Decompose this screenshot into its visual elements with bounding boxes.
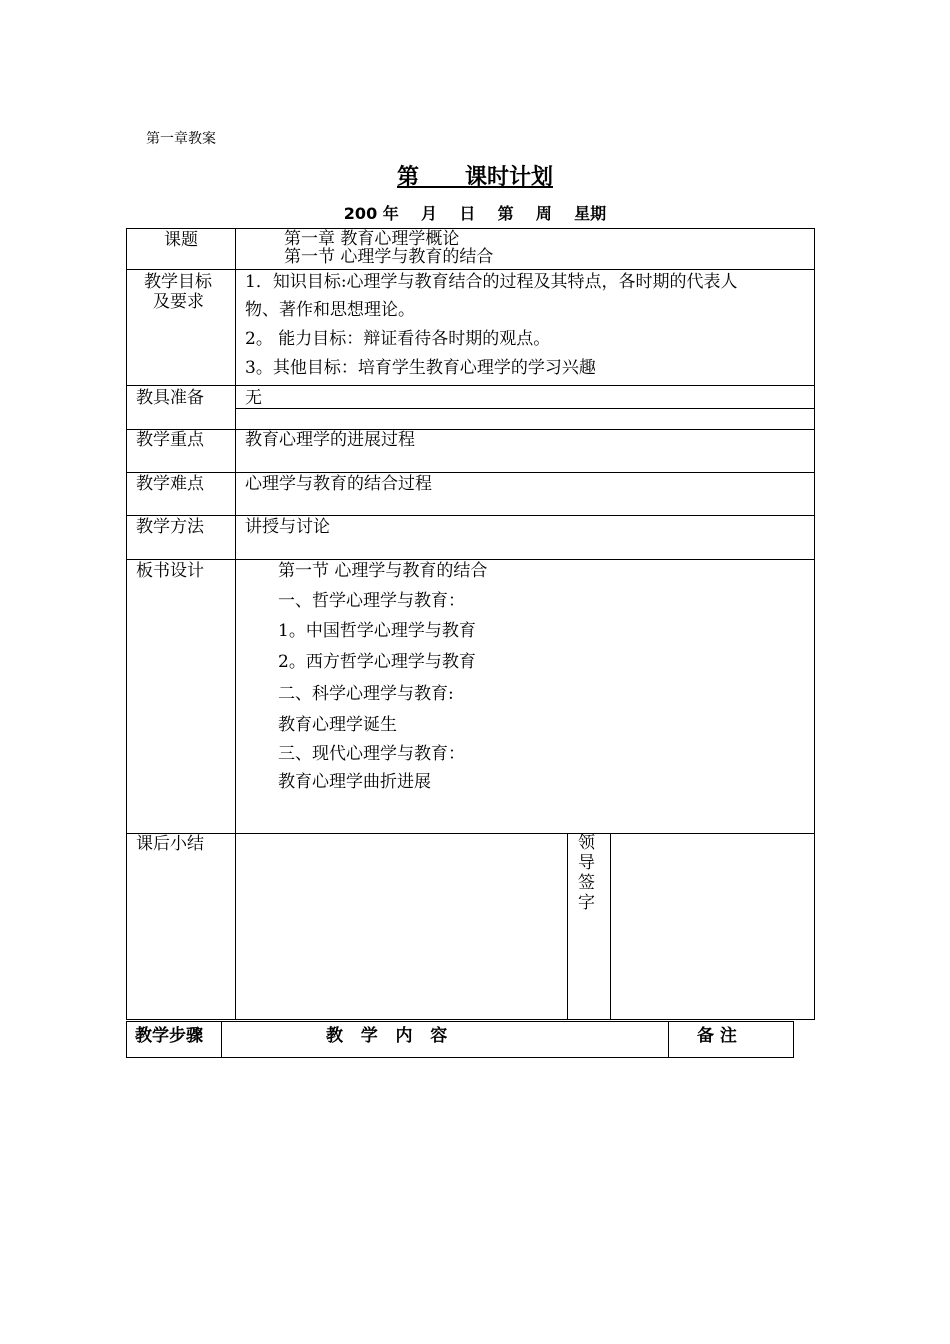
leader-sign-char-3: 签 [578,873,595,893]
page-title: 第 课时计划 [397,165,553,190]
board-line-7: 三、现代心理学与教育： [278,744,465,764]
board-design-label: 板书设计 [136,561,204,581]
content-header: 教 学 内 容 [326,1026,448,1046]
tools-value: 无 [245,388,262,408]
board-line-8: 教育心理学曲折进展 [278,772,431,792]
board-line-6: 教育心理学诞生 [278,715,397,735]
board-line-3: 1。中国哲学心理学与教育 [278,621,476,641]
board-line-1: 第一节 心理学与教育的结合 [278,561,488,581]
date-line: 200 年 月 日 第 周 星期 [343,204,607,223]
objectives-label-1: 教学目标 [144,272,212,292]
difficulties-value: 心理学与教育的结合过程 [245,474,432,494]
objectives-line-3: 2。 能力目标：辩证看待各时期的观点。 [245,329,551,349]
board-line-5: 二、科学心理学与教育: [278,684,454,704]
board-line-2: 一、哲学心理学与教育： [278,591,465,611]
steps-header: 教学步骤 [135,1026,203,1046]
objectives-line-2: 物、著作和思想理论。 [245,300,415,320]
key-points-value: 教育心理学的进展过程 [245,430,415,450]
summary-label: 课后小结 [136,834,204,854]
leader-sign-char-4: 字 [578,893,595,913]
methods-value: 讲授与讨论 [245,517,330,537]
objectives-label-2: 及要求 [153,292,204,312]
topic-line-2: 第一节 心理学与教育的结合 [284,247,494,267]
notes-header: 备 注 [697,1026,737,1046]
page-header: 第一章教案 [146,131,216,147]
leader-sign-char-2: 导 [578,853,595,873]
methods-label: 教学方法 [136,517,204,537]
objectives-line-1: 1．知识目标:心理学与教育结合的过程及其特点，各时期的代表人 [245,272,738,292]
topic-label: 课题 [164,230,198,250]
leader-sign-char-1: 领 [578,833,595,853]
key-points-label: 教学重点 [136,430,204,450]
difficulties-label: 教学难点 [136,474,204,494]
board-line-4: 2。西方哲学心理学与教育 [278,652,476,672]
topic-line-1: 第一章 教育心理学概论 [284,229,460,249]
tools-label: 教具准备 [136,388,204,408]
objectives-line-4: 3。其他目标：培育学生教育心理学的学习兴趣 [245,358,596,378]
